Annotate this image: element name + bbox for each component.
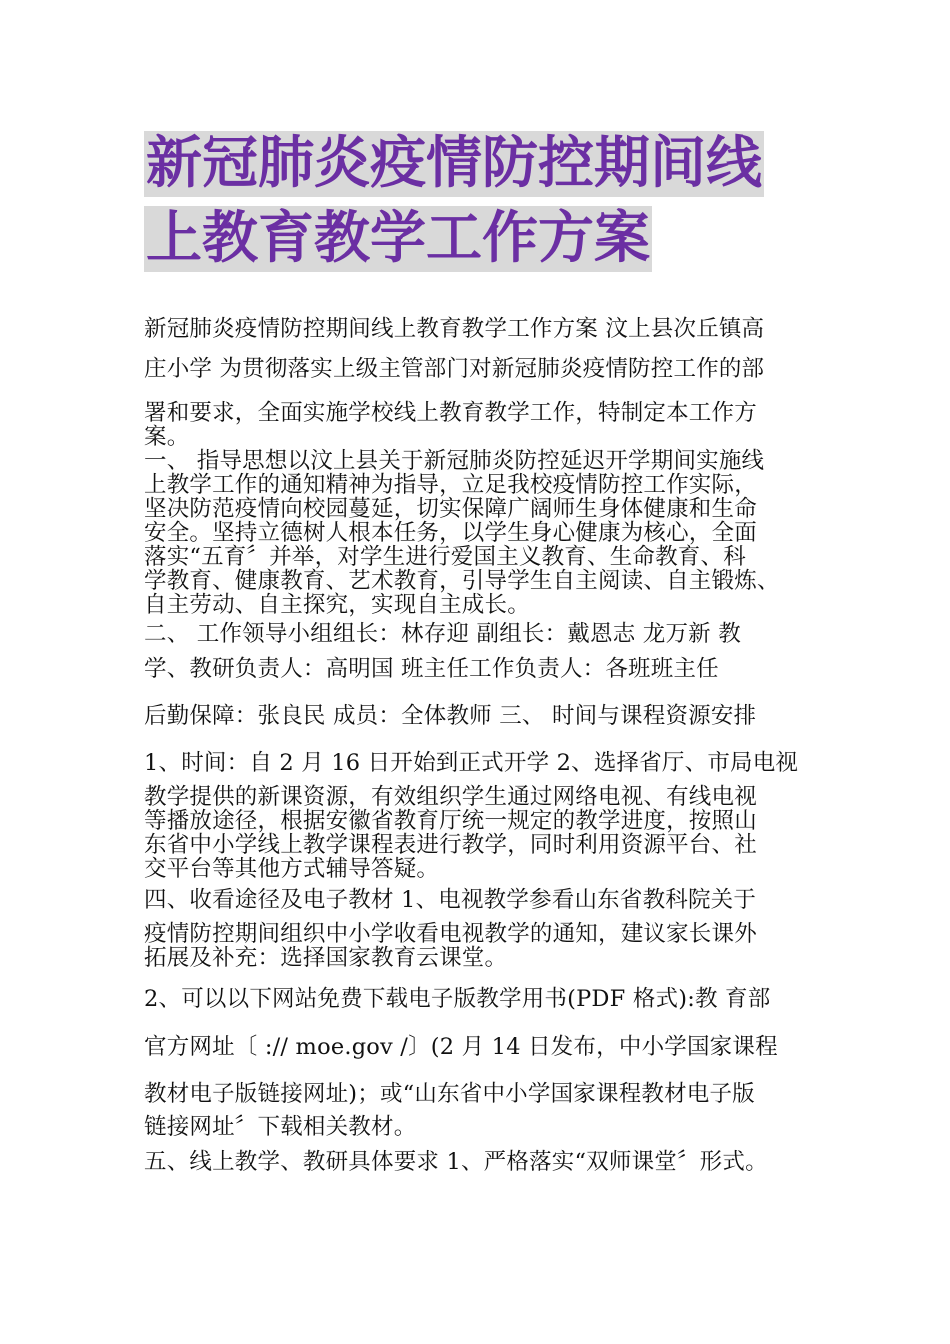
body-line: 1、时间：自 2 月 16 日开始到正式开学 2、选择省厅、市局电视: [144, 750, 799, 776]
body-line: 2、可以以下网站免费下载电子版教学用书(PDF 格式):教 育部: [144, 986, 771, 1012]
document-title: [144, 128, 824, 278]
body-line: 案。: [144, 424, 190, 450]
body-line: 链接网址〞下载相关教材。: [144, 1114, 417, 1140]
body-line: 拓展及补充：选择国家教育云课堂。: [144, 945, 508, 971]
body-line: 上教学工作的通知精神为指导，立足我校疫情防控工作实际，: [144, 472, 757, 498]
body-line: 五、线上教学、教研具体要求 1、严格落实“双师课堂〞形式。: [144, 1149, 768, 1175]
body-line: 新冠肺炎疫情防控期间线上教育教学工作方案 汶上县次丘镇高: [144, 316, 765, 342]
body-line: 庄小学 为贯彻落实上级主管部门对新冠肺炎疫情防控工作的部: [144, 356, 765, 382]
body-line: 教材电子版链接网址)；或“山东省中小学国家课程教材电子版: [144, 1081, 755, 1107]
body-line: 一、 指导思想以汶上县关于新冠肺炎防控延迟开学期间实施线: [144, 448, 765, 474]
body-line: 等播放途径，根据安徽省教育厅统一规定的教学进度，按照山: [144, 808, 757, 834]
title-line-2: 上教育教学工作方案: [146, 206, 650, 271]
document-body: [144, 316, 814, 1175]
body-line: 东省中小学线上教学课程表进行教学，同时利用资源平台、社: [144, 832, 757, 858]
body-line: 学、教研负责人：高明国 班主任工作负责人：各班班主任: [144, 656, 719, 682]
body-line: 四、收看途径及电子教材 1、电视教学参看山东省教科院关于: [144, 887, 757, 913]
body-line: 二、 工作领导小组组长：林存迎 副组长：戴恩志 龙万新 教: [144, 621, 741, 647]
body-line: 后勤保障：张良民 成员：全体教师 三、 时间与课程资源安排: [144, 703, 757, 729]
body-line: 坚决防范疫情向校园蔓延，切实保障广阔师生身体健康和生命: [144, 496, 757, 522]
body-line: 教学提供的新课资源，有效组织学生通过网络电视、有线电视: [144, 784, 757, 810]
body-line: 疫情防控期间组织中小学收看电视教学的通知，建议家长课外: [144, 921, 757, 947]
body-line: 自主劳动、自主探究，实现自主成长。: [144, 592, 530, 618]
title-line-1: 新冠肺炎疫情防控期间线: [146, 131, 762, 196]
body-line: 安全。坚持立德树人根本任务，以学生身心健康为核心，全面: [144, 520, 757, 546]
body-line: 学教育、健康教育、艺术教育，引导学生自主阅读、自主锻炼、: [144, 568, 780, 594]
body-line: 官方网址〔 :// moe.gov /〕(2 月 14 日发布，中小学国家课程: [144, 1034, 778, 1060]
body-line: 署和要求，全面实施学校线上教育教学工作，特制定本工作方: [144, 400, 757, 426]
body-line: 交平台等其他方式辅导答疑。: [144, 856, 440, 882]
body-line: 落实“五育〞并举，对学生进行爱国主义教育、生命教育、科: [144, 544, 746, 570]
